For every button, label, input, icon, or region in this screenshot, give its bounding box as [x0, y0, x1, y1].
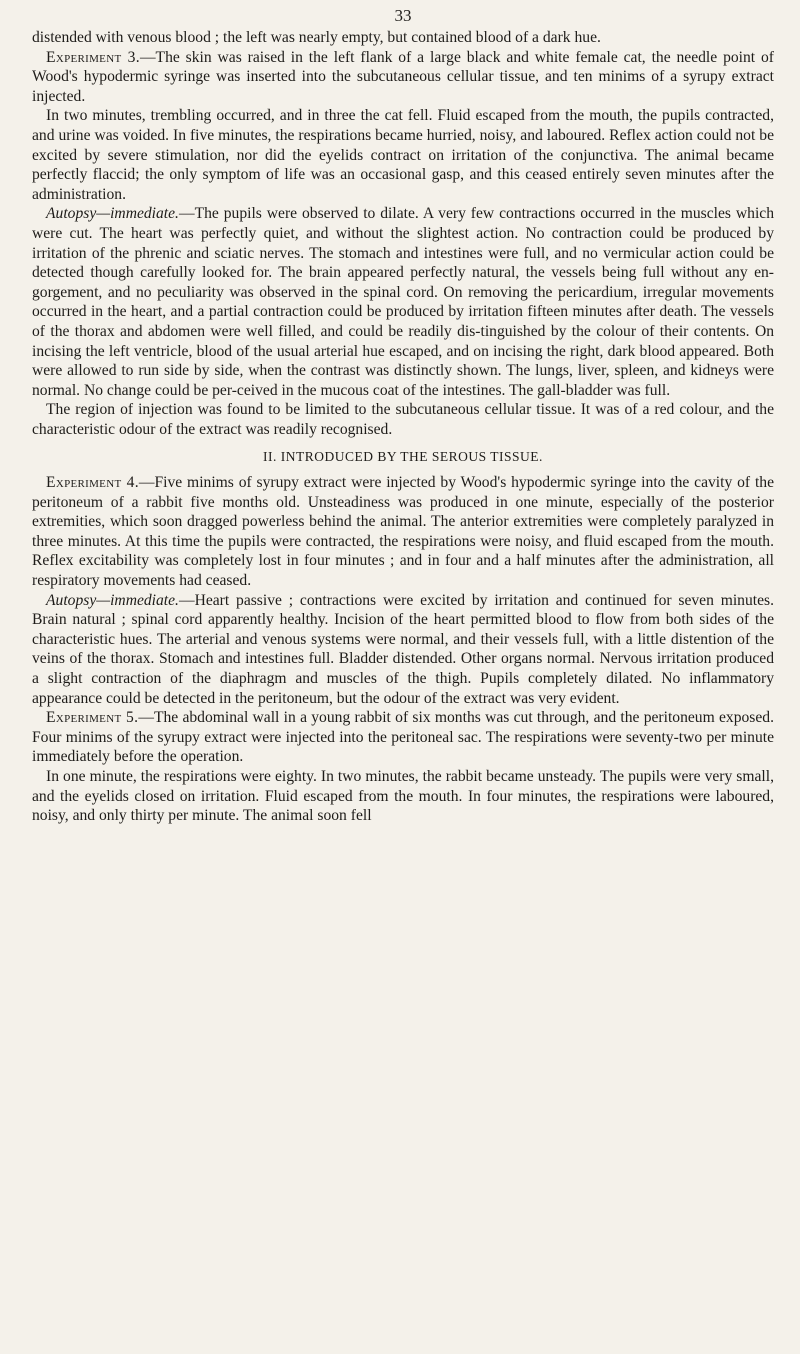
paragraph-symptoms [32, 106, 774, 204]
paragraph-experiment-3 [32, 48, 774, 107]
paragraph-text: distended with venous blood ; the left was nearly empty, but contained blood of a dark hue. [32, 29, 601, 46]
paragraph-respirations [32, 767, 774, 826]
paragraph-experiment-5 [32, 708, 774, 767]
page-number: 33 [394, 6, 412, 25]
paragraph-text: —The pupils were observed to dilate. A very few contractions occurred in the muscles which were cut. The heart was perfectly quiet, and without the slightest action. No contraction could be produced by irritation of the phrenic and sciatic nerves. The stomach and intestines were full, and no vermicular action could be detected though carefully looked for. The brain appeared perfectly natural, the vessels being full without any en-gorgement, and no peculiarity was observed in the spinal cord. On removing the pericardium, irregular movements occurred in the heart, and a partial contraction could be produced by irritation fifteen minutes after death. The vessels of the thorax and abdomen were well filled, and could be readily dis-tinguished by the colour of their contents. On incising the left ventricle, blood of the usual arterial hue escaped, and on incising the right, dark blood appeared. Both were allowed to run side by side, when the contrast was distinctly shown. The lungs, liver, spleen, and kidneys were normal. No change could be per-ceived in the mucous coat of the intestines. The gall-bladder was full. [32, 205, 774, 399]
paragraph-injection-region [32, 400, 774, 439]
autopsy-label: Autopsy—immediate. [46, 205, 179, 223]
experiment-label: Experiment 5. [46, 709, 139, 727]
experiment-label: Experiment 3. [46, 48, 140, 66]
paragraph-autopsy-4 [32, 591, 774, 709]
paragraph-text: The region of injection was found to be limited to the subcutaneous cellular tissue. It was of a red colour, and the characteristic odour of the extract was readily recognised. [32, 401, 774, 438]
section-heading: II. INTRODUCED BY THE SEROUS TISSUE. [263, 449, 543, 465]
experiment-label: Experiment 4. [46, 474, 139, 492]
paragraph-continued [32, 28, 774, 48]
paragraph-experiment-4 [32, 473, 774, 591]
paragraph-text: —Five minims of syrupy extract were injected by Wood's hypodermic syringe into the cavity of the peritoneum of a rabbit five months old. Unsteadiness was produced in one minute, especially of the posterior extremities, which soon dragged powerless behind the animal. The anterior extremities were completely paralyzed in three minutes. At this time the pupils were contracted, the respirations were noisy, and fluid escaped from the mouth. Reflex excitability was completely lost in four minutes ; and in four and a half minutes after the administration, all respiratory movements had ceased. [32, 474, 774, 590]
paragraph-text: In one minute, the respirations were eighty. In two minutes, the rabbit became unsteady. The pupils were very small, and the eyelids closed on irritation. Fluid escaped from the mouth. In four minutes, the respirations were laboured, noisy, and only thirty per minute. The animal soon fell [32, 767, 774, 825]
paragraph-text: —Heart passive ; contractions were excited by irritation and continued for seven minutes. Brain natural ; spinal cord apparently healthy. Incision of the heart permitted blood to flow from both sides of the characteristic hues. The arterial and venous systems were normal, and their vessels full, with a little distention of the veins of the thorax. Stomach and intestines full. Bladder distended. Other organs normal. Nervous irritation produced a slight contraction of the diaphragm and muscles of the thigh. Pupils completely dilated. No inflammatory appearance could be detected in the peritoneum, but the odour of the extract was very evident. [32, 591, 774, 707]
autopsy-label: Autopsy—immediate. [46, 591, 179, 609]
paragraph-text: —The skin was raised in the left flank of a large black and white female cat, the needle point of Wood's hypodermic syringe was inserted into the subcutaneous cellular tissue, and ten minims of a syrupy extract injected. [32, 48, 774, 105]
paragraph-text: In two minutes, trembling occurred, and in three the cat fell. Fluid escaped from the mouth, the pupils contracted, and urine was voided. In five minutes, the respirations became hurried, noisy, and laboured. Reflex action could not be excited by severe stimulation, nor did the eyelids contract on irritation of the conjunctiva. The animal became perfectly flaccid; the only symptom of life was an occasional gasp, and this ceased entirely seven minutes after the administration. [32, 107, 774, 203]
paragraph-autopsy-3 [32, 204, 774, 400]
paragraph-text: —The abdominal wall in a young rabbit of six months was cut through, and the peritoneum exposed. Four minims of the syrupy extract were injected into the peritoneal sac. The respirations were seventy-two per minute immediately before the operation. [32, 709, 774, 766]
